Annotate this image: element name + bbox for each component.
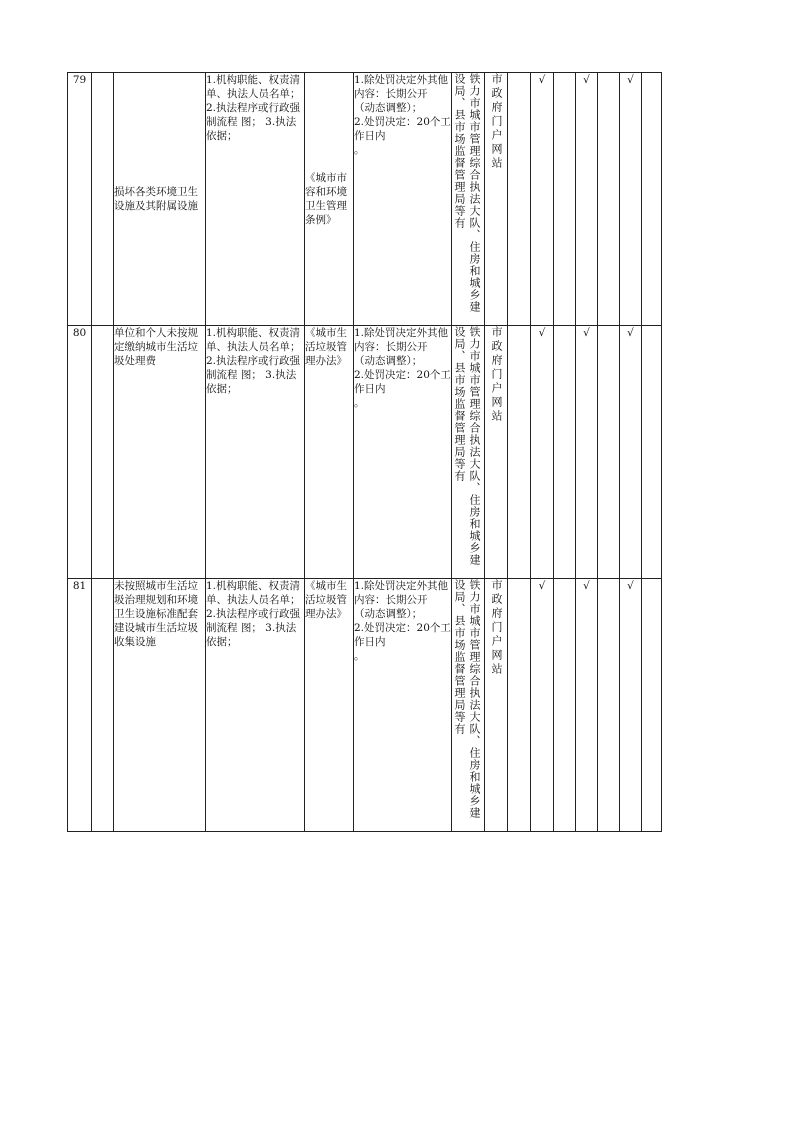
disclosure-subject: 铁力市城市管理综合执法大队、住房和城乡建设局、县市场监督管理局等有	[453, 579, 481, 819]
disclosure-channel: 市政府门户网站	[490, 579, 503, 677]
check-cell	[508, 579, 531, 832]
row-number: 79	[68, 73, 92, 326]
table-row	[68, 73, 662, 326]
disclosure-channel-cell	[485, 73, 508, 326]
check-cell: √	[620, 73, 642, 326]
disclosure-subject: 铁力市城市管理综合执法大队、住房和城乡建设局、县市场监督管理局等有	[453, 73, 481, 313]
disclosure-channel-cell	[485, 579, 508, 832]
check-cell	[598, 326, 620, 579]
table-row	[68, 326, 662, 579]
disclosure-period: 1.除处罚决定外其他内容：长期公开 （动态调整）； 2.处罚决定：20个工作日内 。	[354, 579, 452, 832]
check-cell: √	[531, 326, 554, 579]
check-cell	[598, 73, 620, 326]
spacer-cell	[92, 326, 114, 579]
check-cell	[554, 326, 576, 579]
check-cell	[642, 73, 662, 326]
check-cell: √	[531, 73, 554, 326]
disclosure-content: 1.机构职能、权责清单、执法人员名单； 2.执法程序或行政强制流程 图； 3.执法依据；	[206, 326, 305, 579]
check-cell	[642, 326, 662, 579]
disclosure-content: 1.机构职能、权责清单、执法人员名单； 2.执法程序或行政强制流程 图； 3.执法依据；	[206, 73, 305, 326]
disclosure-subject-cell	[452, 326, 485, 579]
disclosure-channel: 市政府门户网站	[490, 73, 503, 171]
legal-basis: 《城市生活垃圾管理办法》	[305, 579, 354, 832]
row-number: 81	[68, 579, 92, 832]
disclosure-subject-cell	[452, 579, 485, 832]
violation-item: 单位和个人未按规定缴纳城市生活垃圾处理费	[114, 326, 206, 579]
check-cell: √	[531, 579, 554, 832]
row-number: 80	[68, 326, 92, 579]
disclosure-channel: 市政府门户网站	[490, 326, 503, 424]
check-cell	[508, 73, 531, 326]
check-cell: √	[576, 73, 598, 326]
disclosure-subject: 铁力市城市管理综合执法大队、住房和城乡建设局、县市场监督管理局等有	[453, 326, 481, 566]
check-cell	[598, 579, 620, 832]
check-cell	[554, 73, 576, 326]
legal-basis: 《城市生活垃圾管理办法》	[305, 326, 354, 579]
violation-item: 未按照城市生活垃圾治理规划和环境卫生设施标准配套建设城市生活垃圾收集设施	[114, 579, 206, 832]
check-cell	[554, 579, 576, 832]
disclosure-table	[67, 72, 662, 832]
table-row	[68, 579, 662, 832]
check-cell	[508, 326, 531, 579]
check-cell: √	[576, 326, 598, 579]
spacer-cell	[92, 73, 114, 326]
check-cell: √	[620, 579, 642, 832]
disclosure-content: 1.机构职能、权责清单、执法人员名单； 2.执法程序或行政强制流程 图； 3.执法依据；	[206, 579, 305, 832]
check-cell: √	[576, 579, 598, 832]
disclosure-period: 1.除处罚决定外其他内容：长期公开 （动态调整）； 2.处罚决定：20个工作日内 。	[354, 73, 452, 326]
violation-item: 损坏各类环境卫生设施及其附属设施	[114, 73, 206, 326]
disclosure-subject-cell	[452, 73, 485, 326]
spacer-cell	[92, 579, 114, 832]
disclosure-channel-cell	[485, 326, 508, 579]
disclosure-period: 1.除处罚决定外其他内容：长期公开 （动态调整）； 2.处罚决定：20个工作日内 。	[354, 326, 452, 579]
check-cell: √	[620, 326, 642, 579]
check-cell	[642, 579, 662, 832]
legal-basis: 《城市市容和环境卫生管理条例》	[305, 73, 354, 326]
